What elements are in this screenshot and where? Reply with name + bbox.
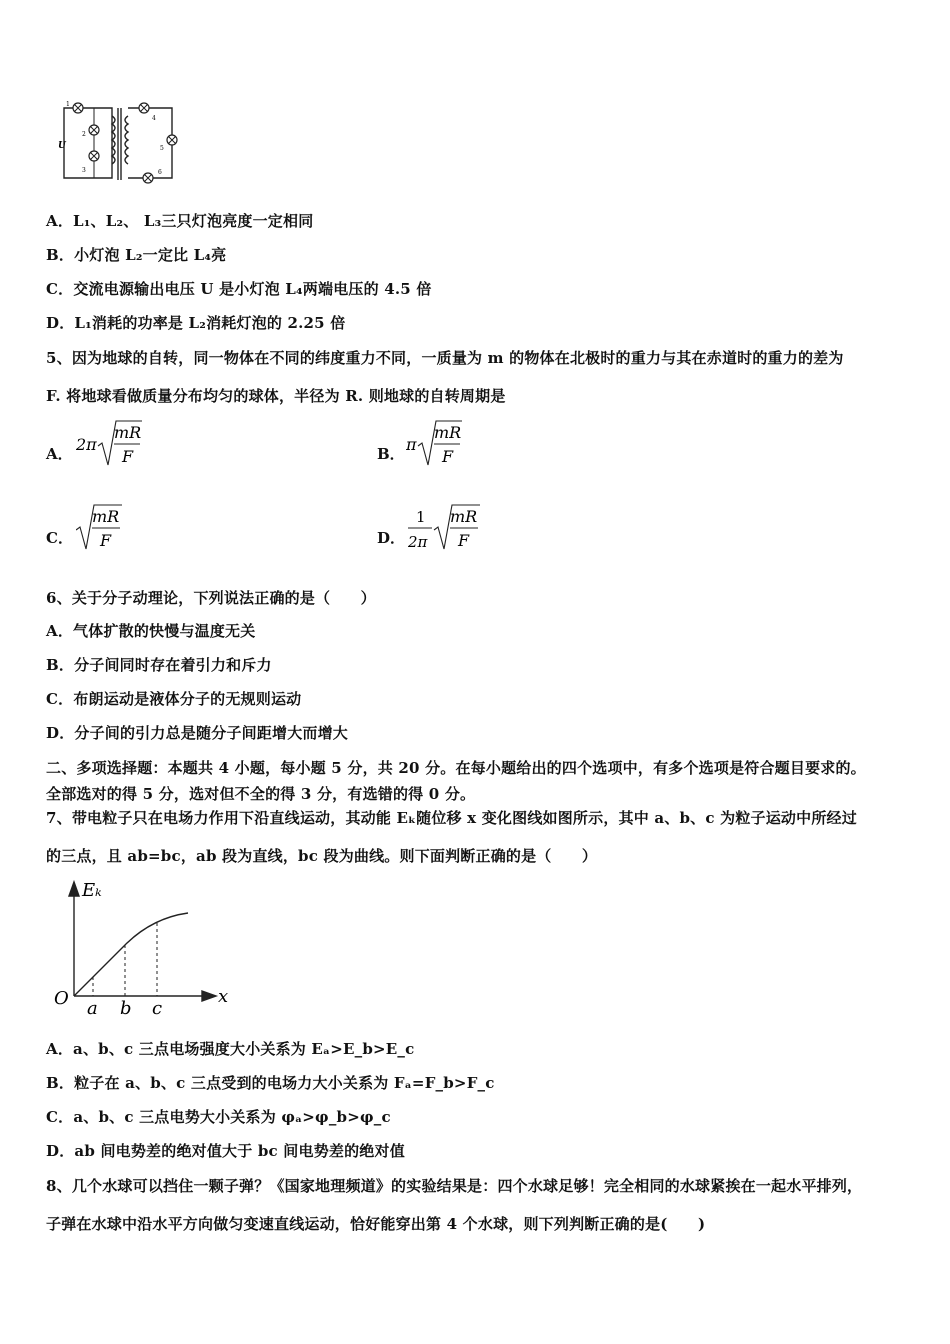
q5-stem-line2: F. 将地球看做质量分布均匀的球体，半径为 R. 则地球的自转周期是	[46, 387, 506, 405]
ek-curve	[74, 913, 188, 996]
q7-option-c: C．a、b、c 三点电势大小关系为 φₐ>φ_b>φ_c	[46, 1108, 391, 1126]
q5-option-d-formula	[406, 502, 486, 556]
circuit-label-4: 4	[152, 115, 156, 122]
svg-text:π: π	[406, 435, 417, 454]
circuit-label-1: 1	[66, 101, 70, 108]
q7-stem-line2: 的三点，且 ab=bc，ab 段为直线，bc 段为曲线。则下面判断正确的是（ ）	[46, 847, 598, 865]
section2-heading-line1: 二、多项选择题：本题共 4 小题，每小题 5 分，共 20 分。在每小题给出的四个选项中，有多个选项是符合题目要求的。	[46, 759, 866, 777]
svg-text:F: F	[122, 447, 134, 466]
q5-option-a-label: A．	[46, 445, 73, 463]
q5-stem-line1: 5、因为地球的自转，同一物体在不同的纬度重力不同，一质量为 m 的物体在北极时的重力与其在赤道时的重力的差为	[46, 349, 844, 367]
circuit-label-3: 3	[82, 167, 86, 174]
svg-text:F: F	[458, 531, 470, 550]
q7-ek-x-graph	[52, 878, 242, 1018]
q7-option-a: A．a、b、c 三点电场强度大小关系为 Eₐ>E_b>E_c	[46, 1040, 415, 1058]
q6-option-c: C．布朗运动是液体分子的无规则运动	[46, 690, 302, 708]
q5-option-b-label: B．	[377, 445, 405, 463]
q5-option-c-formula	[76, 502, 136, 556]
q4-option-a: A．L₁、L₂、 L₃三只灯泡亮度一定相同	[46, 212, 314, 230]
q5-option-b-formula	[406, 418, 476, 472]
circuit-label-5: 5	[160, 145, 164, 152]
q5-option-d-label: D．	[377, 529, 406, 547]
q7-option-b: B．粒子在 a、b、c 三点受到的电场力大小关系为 Fₐ=F_b>F_c	[46, 1074, 495, 1092]
q8-stem-line1: 8、几个水球可以挡住一颗子弹？《国家地理频道》的实验结果是：四个水球足够！完全相同的水球紧挨在一起水平排列，	[46, 1177, 863, 1195]
svg-text:mR: mR	[92, 507, 120, 526]
svg-text:mR: mR	[434, 423, 462, 442]
q4-option-d: D．L₁消耗的功率是 L₂消耗灯泡的 2.25 倍	[46, 314, 346, 332]
svg-text:F: F	[100, 531, 112, 550]
point-a-label: a	[87, 998, 98, 1018]
q6-stem: 6、关于分子动理论，下列说法正确的是（ ）	[46, 589, 376, 607]
q7-stem-line1: 7、带电粒子只在电场力作用下沿直线运动，其动能 Eₖ随位移 x 变化图线如图所示，其中 a、b、c 为粒子运动中所经过	[46, 809, 857, 827]
x-axis-label: x	[218, 986, 229, 1007]
q4-option-c: C．交流电源输出电压 U 是小灯泡 L₄两端电压的 4.5 倍	[46, 280, 432, 298]
q8-stem-line2: 子弹在水球中沿水平方向做匀变速直线运动，恰好能穿出第 4 个水球，则下列判断正确的是( )	[46, 1215, 706, 1233]
q6-option-d: D．分子间的引力总是随分子间距增大而增大	[46, 724, 349, 742]
transformer-circuit-figure	[56, 100, 184, 186]
section2-heading-line2: 全部选对的得 5 分，选对但不全的得 3 分，有选错的得 0 分。	[46, 785, 476, 803]
q5-option-a-formula	[76, 418, 156, 472]
circuit-label-u: U	[58, 141, 66, 151]
svg-text:mR: mR	[450, 507, 478, 526]
x-axis-arrow-icon	[202, 991, 216, 1001]
svg-text:F: F	[442, 447, 454, 466]
svg-text:mR: mR	[114, 423, 142, 442]
origin-label: O	[54, 988, 69, 1009]
y-axis-arrow-icon	[69, 882, 79, 896]
point-c-label: c	[152, 998, 163, 1018]
q4-option-b: B．小灯泡 L₂一定比 L₄亮	[46, 246, 227, 264]
q6-option-a: A．气体扩散的快慢与温度无关	[46, 622, 256, 640]
circuit-label-2: 2	[82, 131, 86, 138]
y-axis-label: Eₖ	[82, 880, 102, 901]
q6-option-b: B．分子间同时存在着引力和斥力	[46, 656, 272, 674]
svg-text:2π: 2π	[408, 533, 428, 551]
q7-option-d: D．ab 间电势差的绝对值大于 bc 间电势差的绝对值	[46, 1142, 405, 1160]
circuit-label-6: 6	[158, 169, 162, 176]
point-b-label: b	[120, 998, 132, 1018]
q5-option-c-label: C．	[46, 529, 73, 547]
svg-text:2π: 2π	[76, 435, 97, 454]
svg-text:1: 1	[416, 508, 426, 526]
